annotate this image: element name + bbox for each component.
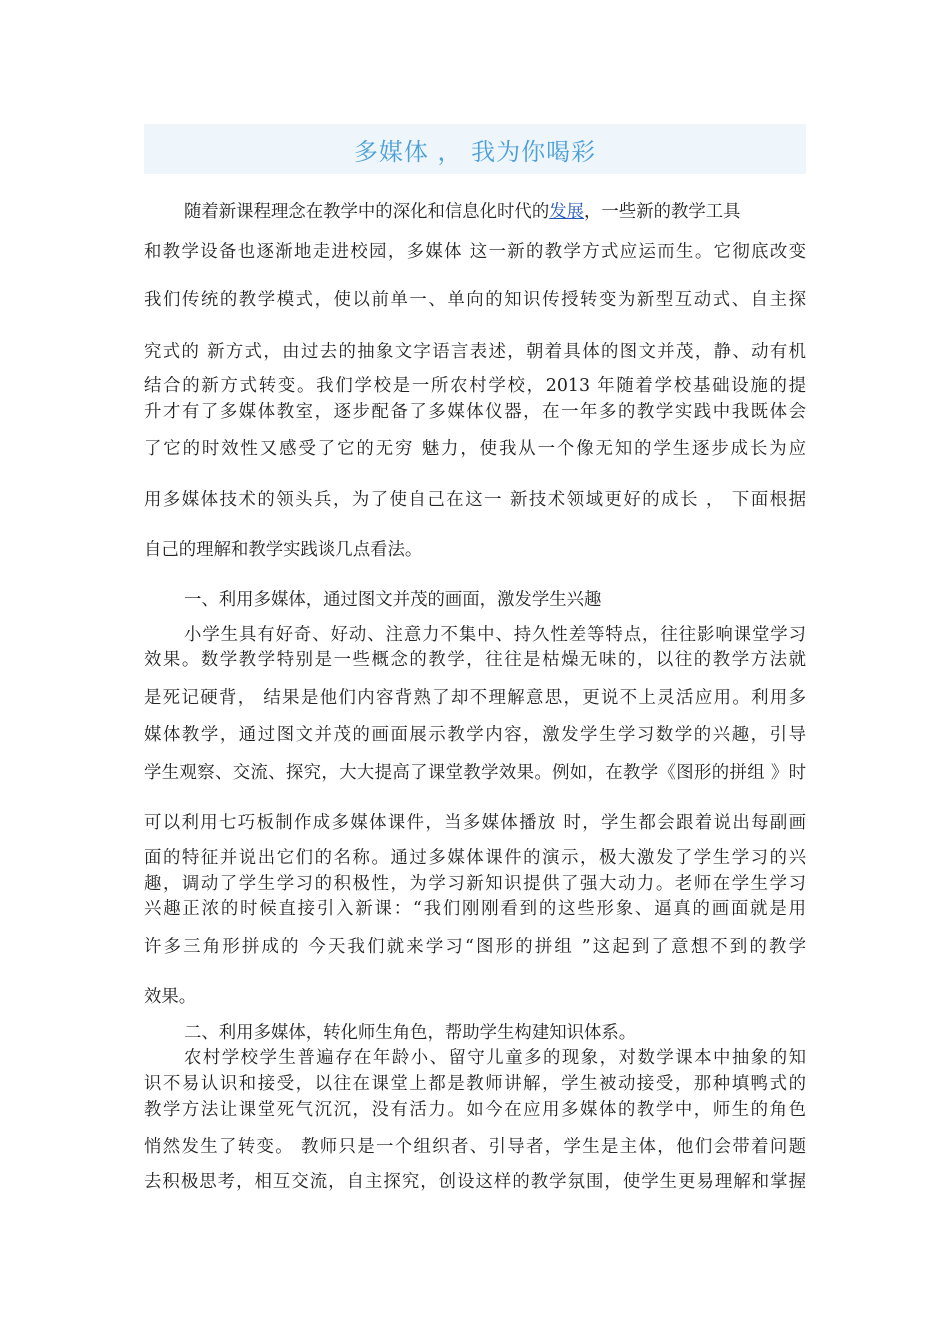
paragraph-line: 自己的理解和教学实践谈几点看法。 [144, 540, 423, 560]
paragraph-line: 了它的时效性又感受了它的无穷 魅力，使我从一个像无知的学生逐步成长为应 [144, 439, 806, 459]
paragraph-line: 小学生具有好奇、好动、注意力不集中、持久性差等特点，往往影响课堂学习 [184, 625, 806, 645]
paragraph-line [184, 200, 806, 224]
section-heading-2: 二、利用多媒体，转化师生角色，帮助学生构建知识体系。 [184, 1023, 637, 1043]
paragraph-line: 识不易认识和接受，以往在课堂上都是教师讲解，学生被动接受，那种填鸭式的 [144, 1074, 806, 1094]
document-title: 多媒体 ， 我为你喝彩 [353, 137, 597, 166]
link-development[interactable]: 发展 [549, 202, 585, 222]
paragraph-line: 我们传统的教学模式，使以前单一、单向的知识传授转变为新型互动式、自主探 [144, 290, 806, 310]
paragraph-line: 媒体教学，通过图文并茂的画面展示教学内容，激发学生学习数学的兴趣，引导 [144, 725, 806, 745]
line-text: ，一些新的教学工具 [584, 202, 741, 222]
paragraph-line: 兴趣正浓的时候直接引入新课：“我们刚刚看到的这些形象、逼真的画面就是用 [144, 899, 806, 919]
paragraph-line: 许多三角形拼成的 今天我们就来学习“图形的拼组 ”这起到了意想不到的教学 [144, 937, 806, 957]
paragraph-line: 和教学设备也逐渐地走进校园，多媒体 这一新的教学方式应运而生。它彻底改变 [144, 242, 806, 262]
paragraph-line: 结合的新方式转变。我们学校是一所农村学校，2013 年随着学校基础设施的提 [144, 376, 806, 396]
paragraph-line: 教学方法让课堂死气沉沉，没有活力。如今在应用多媒体的教学中，师生的角色 [144, 1100, 806, 1120]
paragraph-line: 效果。数学教学特别是一些概念的教学，往往是枯燥无味的，以往的教学方法就 [144, 650, 806, 670]
paragraph-line: 面的特征并说出它们的名称。通过多媒体课件的演示，极大激发了学生学习的兴 [144, 848, 806, 868]
paragraph-line: 究式的 新方式，由过去的抽象文字语言表述，朝着具体的图文并茂，静、动有机 [144, 342, 806, 362]
paragraph-line: 学生观察、交流、探究，大大提高了课堂教学效果。例如，在教学《图形的拼组 》时 [144, 763, 806, 783]
paragraph-line: 可以利用七巧板制作成多媒体课件，当多媒体播放 时，学生都会跟着说出每副画 [144, 813, 806, 833]
section-heading-1: 一、利用多媒体，通过图文并茂的画面，激发学生兴趣 [184, 590, 602, 610]
paragraph-line: 是死记硬背， 结果是他们内容背熟了却不理解意思，更说不上灵活应用。利用多 [144, 688, 806, 708]
paragraph-line: 农村学校学生普遍存在年龄小、留守儿童多的现象，对数学课本中抽象的知 [184, 1048, 806, 1068]
paragraph-line: 效果。 [144, 987, 197, 1007]
paragraph-line: 趣，调动了学生学习的积极性，为学习新知识提供了强大动力。老师在学生学习 [144, 874, 806, 894]
paragraph-line: 升才有了多媒体教室，逐步配备了多媒体仪器，在一年多的教学实践中我既体会 [144, 402, 806, 422]
paragraph-line: 去积极思考，相互交流，自主探究，创设这样的教学氛围，使学生更易理解和掌握 [144, 1172, 806, 1192]
paragraph-line: 用多媒体技术的领头兵，为了使自己在这一 新技术领域更好的成长 ， 下面根据 [144, 490, 806, 510]
line-text: 随着新课程理念在教学中的深化和信息化时代的 [184, 202, 550, 222]
title-banner [144, 124, 806, 174]
paragraph-line: 悄然发生了转变。 教师只是一个组织者、引导者，学生是主体，他们会带着问题 [144, 1137, 806, 1157]
